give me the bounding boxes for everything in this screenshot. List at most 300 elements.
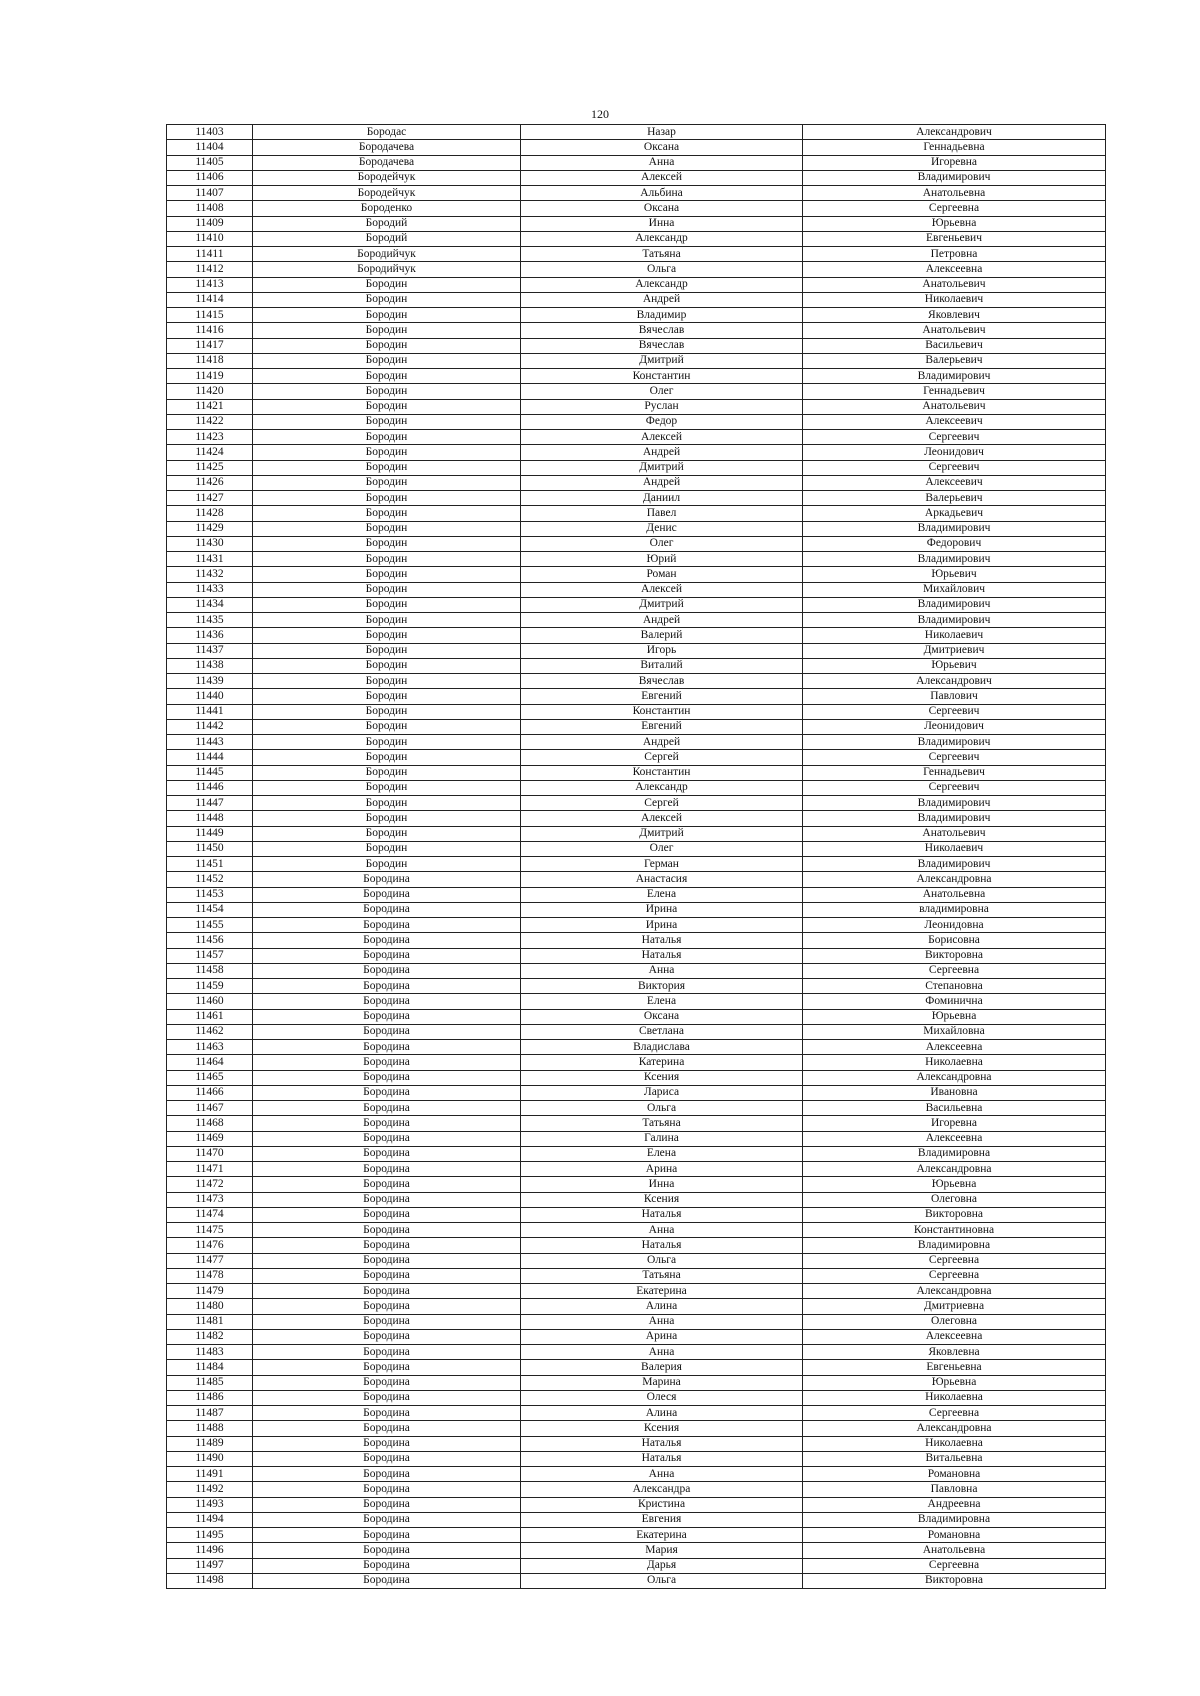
table-row	[167, 948, 1106, 963]
last-name-cell: Бородина	[253, 1162, 521, 1177]
last-name-cell: Бородин	[253, 308, 521, 323]
first-name-cell: Даниил	[521, 491, 803, 506]
table-row	[167, 902, 1106, 917]
patronymic-cell: Витальевна	[803, 1451, 1106, 1466]
row-number-cell: 11458	[167, 963, 253, 978]
last-name-cell: Бородин	[253, 475, 521, 490]
first-name-cell: Наталья	[521, 933, 803, 948]
patronymic-cell: Борисовна	[803, 933, 1106, 948]
first-name-cell: Анна	[521, 963, 803, 978]
first-name-cell: Татьяна	[521, 1116, 803, 1131]
last-name-cell: Бородин	[253, 506, 521, 521]
table-row	[167, 201, 1106, 216]
row-number-cell: 11444	[167, 750, 253, 765]
row-number-cell: 11440	[167, 689, 253, 704]
first-name-cell: Альбина	[521, 186, 803, 201]
patronymic-cell: Анатольевич	[803, 323, 1106, 338]
table-row	[167, 1040, 1106, 1055]
first-name-cell: Кристина	[521, 1497, 803, 1512]
last-name-cell: Бородин	[253, 765, 521, 780]
row-number-cell: 11472	[167, 1177, 253, 1192]
row-number-cell: 11404	[167, 140, 253, 155]
first-name-cell: Ирина	[521, 902, 803, 917]
last-name-cell: Бородина	[253, 1528, 521, 1543]
row-number-cell: 11490	[167, 1451, 253, 1466]
patronymic-cell: Викторовна	[803, 948, 1106, 963]
patronymic-cell: Владимировна	[803, 1512, 1106, 1527]
patronymic-cell: Леонидович	[803, 445, 1106, 460]
first-name-cell: Ольга	[521, 1101, 803, 1116]
first-name-cell: Арина	[521, 1329, 803, 1344]
last-name-cell: Бородина	[253, 902, 521, 917]
first-name-cell: Владимир	[521, 308, 803, 323]
row-number-cell: 11430	[167, 536, 253, 551]
first-name-cell: Инна	[521, 216, 803, 231]
first-name-cell: Валерия	[521, 1360, 803, 1375]
row-number-cell: 11420	[167, 384, 253, 399]
first-name-cell: Марина	[521, 1375, 803, 1390]
row-number-cell: 11422	[167, 414, 253, 429]
patronymic-cell: Сергеевна	[803, 1558, 1106, 1573]
row-number-cell: 11460	[167, 994, 253, 1009]
table-row	[167, 186, 1106, 201]
last-name-cell: Бородин	[253, 857, 521, 872]
patronymic-cell: Алексеевна	[803, 1131, 1106, 1146]
patronymic-cell: Владимирович	[803, 735, 1106, 750]
patronymic-cell: Владимирович	[803, 796, 1106, 811]
patronymic-cell: Дмитриевна	[803, 1299, 1106, 1314]
table-row	[167, 338, 1106, 353]
last-name-cell: Бородин	[253, 414, 521, 429]
table-row	[167, 750, 1106, 765]
last-name-cell: Бородина	[253, 1345, 521, 1360]
first-name-cell: Елена	[521, 1146, 803, 1161]
table-row	[167, 780, 1106, 795]
first-name-cell: Виктория	[521, 979, 803, 994]
patronymic-cell: Александровна	[803, 1070, 1106, 1085]
row-number-cell: 11489	[167, 1436, 253, 1451]
row-number-cell: 11414	[167, 292, 253, 307]
last-name-cell: Бородина	[253, 1085, 521, 1100]
first-name-cell: Инна	[521, 1177, 803, 1192]
table-row	[167, 674, 1106, 689]
row-number-cell: 11434	[167, 597, 253, 612]
row-number-cell: 11428	[167, 506, 253, 521]
table-row	[167, 1085, 1106, 1100]
row-number-cell: 11443	[167, 735, 253, 750]
first-name-cell: Игорь	[521, 643, 803, 658]
table-row	[167, 567, 1106, 582]
table-row	[167, 1558, 1106, 1573]
patronymic-cell: Сергеевна	[803, 963, 1106, 978]
last-name-cell: Бородин	[253, 689, 521, 704]
table-row	[167, 735, 1106, 750]
first-name-cell: Алексей	[521, 582, 803, 597]
patronymic-cell: Владимирович	[803, 170, 1106, 185]
patronymic-cell: Игоревна	[803, 155, 1106, 170]
first-name-cell: Павел	[521, 506, 803, 521]
first-name-cell: Арина	[521, 1162, 803, 1177]
row-number-cell: 11449	[167, 826, 253, 841]
last-name-cell: Бородина	[253, 1070, 521, 1085]
first-name-cell: Евгений	[521, 719, 803, 734]
last-name-cell: Бородин	[253, 552, 521, 567]
patronymic-cell: Владимирович	[803, 857, 1106, 872]
patronymic-cell: Сергеевич	[803, 780, 1106, 795]
last-name-cell: Бородина	[253, 1573, 521, 1588]
first-name-cell: Сергей	[521, 750, 803, 765]
table-row	[167, 353, 1106, 368]
last-name-cell: Бородина	[253, 933, 521, 948]
row-number-cell: 11439	[167, 674, 253, 689]
last-name-cell: Бородина	[253, 1497, 521, 1512]
patronymic-cell: Михайлович	[803, 582, 1106, 597]
patronymic-cell: Степановна	[803, 979, 1106, 994]
patronymic-cell: Сергеевич	[803, 430, 1106, 445]
last-name-cell: Бородина	[253, 1406, 521, 1421]
table-row	[167, 1055, 1106, 1070]
patronymic-cell: Юрьевна	[803, 1177, 1106, 1192]
patronymic-cell: Яковлевич	[803, 308, 1106, 323]
row-number-cell: 11418	[167, 353, 253, 368]
table-row	[167, 1162, 1106, 1177]
last-name-cell: Бородин	[253, 826, 521, 841]
patronymic-cell: Алексеевна	[803, 1040, 1106, 1055]
row-number-cell: 11467	[167, 1101, 253, 1116]
row-number-cell: 11405	[167, 155, 253, 170]
patronymic-cell: Юрьевна	[803, 216, 1106, 231]
last-name-cell: Бородина	[253, 948, 521, 963]
last-name-cell: Бородина	[253, 887, 521, 902]
last-name-cell: Бородин	[253, 658, 521, 673]
last-name-cell: Бородина	[253, 1436, 521, 1451]
last-name-cell: Бородина	[253, 963, 521, 978]
last-name-cell: Бородин	[253, 750, 521, 765]
patronymic-cell: Петровна	[803, 247, 1106, 262]
row-number-cell: 11469	[167, 1131, 253, 1146]
table-row	[167, 1223, 1106, 1238]
patronymic-cell: Владимировна	[803, 1238, 1106, 1253]
first-name-cell: Назар	[521, 125, 803, 140]
row-number-cell: 11491	[167, 1467, 253, 1482]
row-number-cell: 11457	[167, 948, 253, 963]
row-number-cell: 11468	[167, 1116, 253, 1131]
first-name-cell: Наталья	[521, 1451, 803, 1466]
first-name-cell: Федор	[521, 414, 803, 429]
table-row	[167, 811, 1106, 826]
row-number-cell: 11466	[167, 1085, 253, 1100]
row-number-cell: 11475	[167, 1223, 253, 1238]
last-name-cell: Бородин	[253, 719, 521, 734]
first-name-cell: Алина	[521, 1299, 803, 1314]
patronymic-cell: Владимирович	[803, 552, 1106, 567]
patronymic-cell: Васильевич	[803, 338, 1106, 353]
row-number-cell: 11424	[167, 445, 253, 460]
patronymic-cell: Анатольевна	[803, 186, 1106, 201]
first-name-cell: Ксения	[521, 1192, 803, 1207]
patronymic-cell: Романовна	[803, 1528, 1106, 1543]
table-row	[167, 582, 1106, 597]
first-name-cell: Катерина	[521, 1055, 803, 1070]
table-row	[167, 613, 1106, 628]
patronymic-cell: Ивановна	[803, 1085, 1106, 1100]
first-name-cell: Анна	[521, 1223, 803, 1238]
first-name-cell: Вячеслав	[521, 674, 803, 689]
last-name-cell: Бородина	[253, 1024, 521, 1039]
patronymic-cell: Яковлевна	[803, 1345, 1106, 1360]
table-row	[167, 155, 1106, 170]
patronymic-cell: Валерьевич	[803, 353, 1106, 368]
table-row	[167, 1192, 1106, 1207]
patronymic-cell: Анатольевич	[803, 826, 1106, 841]
first-name-cell: Оксана	[521, 140, 803, 155]
last-name-cell: Бородина	[253, 1558, 521, 1573]
last-name-cell: Бородачева	[253, 155, 521, 170]
first-name-cell: Анна	[521, 1467, 803, 1482]
patronymic-cell: Аркадьевич	[803, 506, 1106, 521]
row-number-cell: 11454	[167, 902, 253, 917]
first-name-cell: Александра	[521, 1482, 803, 1497]
last-name-cell: Бородина	[253, 1314, 521, 1329]
last-name-cell: Бородина	[253, 1467, 521, 1482]
row-number-cell: 11464	[167, 1055, 253, 1070]
last-name-cell: Бородин	[253, 521, 521, 536]
first-name-cell: Юрий	[521, 552, 803, 567]
patronymic-cell: Олеговна	[803, 1314, 1106, 1329]
patronymic-cell: Юрьевна	[803, 1009, 1106, 1024]
row-number-cell: 11425	[167, 460, 253, 475]
patronymic-cell: Владимирович	[803, 521, 1106, 536]
roster-body	[167, 125, 1106, 1589]
patronymic-cell: Павловна	[803, 1482, 1106, 1497]
patronymic-cell: Андреевна	[803, 1497, 1106, 1512]
row-number-cell: 11493	[167, 1497, 253, 1512]
patronymic-cell: Алексеевич	[803, 475, 1106, 490]
patronymic-cell: Дмитриевич	[803, 643, 1106, 658]
patronymic-cell: Владимирович	[803, 369, 1106, 384]
patronymic-cell: Геннадьевна	[803, 140, 1106, 155]
patronymic-cell: Игоревна	[803, 1116, 1106, 1131]
patronymic-cell: Александровна	[803, 1421, 1106, 1436]
first-name-cell: Наталья	[521, 1436, 803, 1451]
last-name-cell: Бородин	[253, 536, 521, 551]
row-number-cell: 11474	[167, 1207, 253, 1222]
last-name-cell: Бородина	[253, 872, 521, 887]
row-number-cell: 11446	[167, 780, 253, 795]
table-row	[167, 536, 1106, 551]
last-name-cell: Бородина	[253, 1268, 521, 1283]
first-name-cell: Ирина	[521, 918, 803, 933]
table-row	[167, 597, 1106, 612]
last-name-cell: Бородин	[253, 399, 521, 414]
table-row	[167, 445, 1106, 460]
table-row	[167, 170, 1106, 185]
table-row	[167, 1436, 1106, 1451]
first-name-cell: Владислава	[521, 1040, 803, 1055]
last-name-cell: Бородийчук	[253, 247, 521, 262]
table-row	[167, 323, 1106, 338]
last-name-cell: Бородин	[253, 841, 521, 856]
patronymic-cell: Александровна	[803, 1284, 1106, 1299]
table-row	[167, 460, 1106, 475]
first-name-cell: Анна	[521, 155, 803, 170]
last-name-cell: Бородин	[253, 353, 521, 368]
last-name-cell: Бородин	[253, 796, 521, 811]
row-number-cell: 11496	[167, 1543, 253, 1558]
first-name-cell: Олег	[521, 536, 803, 551]
row-number-cell: 11410	[167, 231, 253, 246]
table-row	[167, 430, 1106, 445]
first-name-cell: Дарья	[521, 1558, 803, 1573]
row-number-cell: 11435	[167, 613, 253, 628]
patronymic-cell: Александрович	[803, 674, 1106, 689]
table-row	[167, 1482, 1106, 1497]
first-name-cell: Александр	[521, 231, 803, 246]
first-name-cell: Александр	[521, 780, 803, 795]
table-row	[167, 262, 1106, 277]
patronymic-cell: Юрьевна	[803, 1375, 1106, 1390]
first-name-cell: Алексей	[521, 430, 803, 445]
table-row	[167, 1345, 1106, 1360]
patronymic-cell: Павлович	[803, 689, 1106, 704]
patronymic-cell: владимировна	[803, 902, 1106, 917]
last-name-cell: Бородин	[253, 323, 521, 338]
patronymic-cell: Олеговна	[803, 1192, 1106, 1207]
last-name-cell: Бородин	[253, 597, 521, 612]
patronymic-cell: Анатольевна	[803, 887, 1106, 902]
row-number-cell: 11407	[167, 186, 253, 201]
table-row	[167, 1467, 1106, 1482]
row-number-cell: 11482	[167, 1329, 253, 1344]
last-name-cell: Бородин	[253, 735, 521, 750]
row-number-cell: 11451	[167, 857, 253, 872]
first-name-cell: Ксения	[521, 1070, 803, 1085]
row-number-cell: 11484	[167, 1360, 253, 1375]
table-row	[167, 1573, 1106, 1588]
first-name-cell: Константин	[521, 765, 803, 780]
table-row	[167, 796, 1106, 811]
last-name-cell: Бородина	[253, 994, 521, 1009]
row-number-cell: 11411	[167, 247, 253, 262]
first-name-cell: Ольга	[521, 1253, 803, 1268]
table-row	[167, 1497, 1106, 1512]
row-number-cell: 11465	[167, 1070, 253, 1085]
row-number-cell: 11421	[167, 399, 253, 414]
row-number-cell: 11459	[167, 979, 253, 994]
last-name-cell: Бородин	[253, 613, 521, 628]
patronymic-cell: Юрьевич	[803, 567, 1106, 582]
row-number-cell: 11445	[167, 765, 253, 780]
table-row	[167, 689, 1106, 704]
patronymic-cell: Леонидович	[803, 719, 1106, 734]
first-name-cell: Александр	[521, 277, 803, 292]
table-row	[167, 628, 1106, 643]
patronymic-cell: Сергеевна	[803, 1406, 1106, 1421]
table-row	[167, 491, 1106, 506]
last-name-cell: Бородина	[253, 1375, 521, 1390]
first-name-cell: Анна	[521, 1314, 803, 1329]
row-number-cell: 11495	[167, 1528, 253, 1543]
table-row	[167, 1390, 1106, 1405]
last-name-cell: Бородина	[253, 1131, 521, 1146]
row-number-cell: 11477	[167, 1253, 253, 1268]
last-name-cell: Бородина	[253, 1101, 521, 1116]
last-name-cell: Бородин	[253, 811, 521, 826]
row-number-cell: 11483	[167, 1345, 253, 1360]
row-number-cell: 11416	[167, 323, 253, 338]
row-number-cell: 11429	[167, 521, 253, 536]
row-number-cell: 11479	[167, 1284, 253, 1299]
first-name-cell: Олег	[521, 384, 803, 399]
first-name-cell: Олег	[521, 841, 803, 856]
row-number-cell: 11415	[167, 308, 253, 323]
row-number-cell: 11485	[167, 1375, 253, 1390]
last-name-cell: Бородина	[253, 1177, 521, 1192]
first-name-cell: Андрей	[521, 735, 803, 750]
row-number-cell: 11432	[167, 567, 253, 582]
table-row	[167, 704, 1106, 719]
table-row	[167, 841, 1106, 856]
first-name-cell: Валерий	[521, 628, 803, 643]
last-name-cell: Бородина	[253, 1421, 521, 1436]
row-number-cell: 11461	[167, 1009, 253, 1024]
patronymic-cell: Сергеевна	[803, 1253, 1106, 1268]
first-name-cell: Евгений	[521, 689, 803, 704]
patronymic-cell: Владимирович	[803, 597, 1106, 612]
last-name-cell: Бородина	[253, 1207, 521, 1222]
last-name-cell: Бородина	[253, 1238, 521, 1253]
last-name-cell: Бородейчук	[253, 186, 521, 201]
row-number-cell: 11476	[167, 1238, 253, 1253]
roster-table	[166, 124, 1106, 1589]
table-row	[167, 933, 1106, 948]
row-number-cell: 11462	[167, 1024, 253, 1039]
patronymic-cell: Владимирович	[803, 613, 1106, 628]
table-row	[167, 1009, 1106, 1024]
table-row	[167, 1268, 1106, 1283]
table-row	[167, 1299, 1106, 1314]
patronymic-cell: Владимировна	[803, 1146, 1106, 1161]
row-number-cell: 11442	[167, 719, 253, 734]
table-row	[167, 872, 1106, 887]
table-row	[167, 887, 1106, 902]
row-number-cell: 11453	[167, 887, 253, 902]
last-name-cell: Бородин	[253, 674, 521, 689]
last-name-cell: Бородин	[253, 628, 521, 643]
first-name-cell: Дмитрий	[521, 597, 803, 612]
patronymic-cell: Анатольевич	[803, 399, 1106, 414]
patronymic-cell: Юрьевич	[803, 658, 1106, 673]
patronymic-cell: Сергеевна	[803, 201, 1106, 216]
first-name-cell: Елена	[521, 994, 803, 1009]
first-name-cell: Вячеслав	[521, 323, 803, 338]
row-number-cell: 11498	[167, 1573, 253, 1588]
table-row	[167, 277, 1106, 292]
last-name-cell: Бородина	[253, 1512, 521, 1527]
table-row	[167, 1375, 1106, 1390]
table-row	[167, 1101, 1106, 1116]
first-name-cell: Галина	[521, 1131, 803, 1146]
table-row	[167, 979, 1106, 994]
last-name-cell: Бородас	[253, 125, 521, 140]
last-name-cell: Бородин	[253, 430, 521, 445]
patronymic-cell: Васильевна	[803, 1101, 1106, 1116]
table-row	[167, 140, 1106, 155]
row-number-cell: 11441	[167, 704, 253, 719]
first-name-cell: Екатерина	[521, 1528, 803, 1543]
last-name-cell: Бородина	[253, 1040, 521, 1055]
last-name-cell: Бородин	[253, 292, 521, 307]
